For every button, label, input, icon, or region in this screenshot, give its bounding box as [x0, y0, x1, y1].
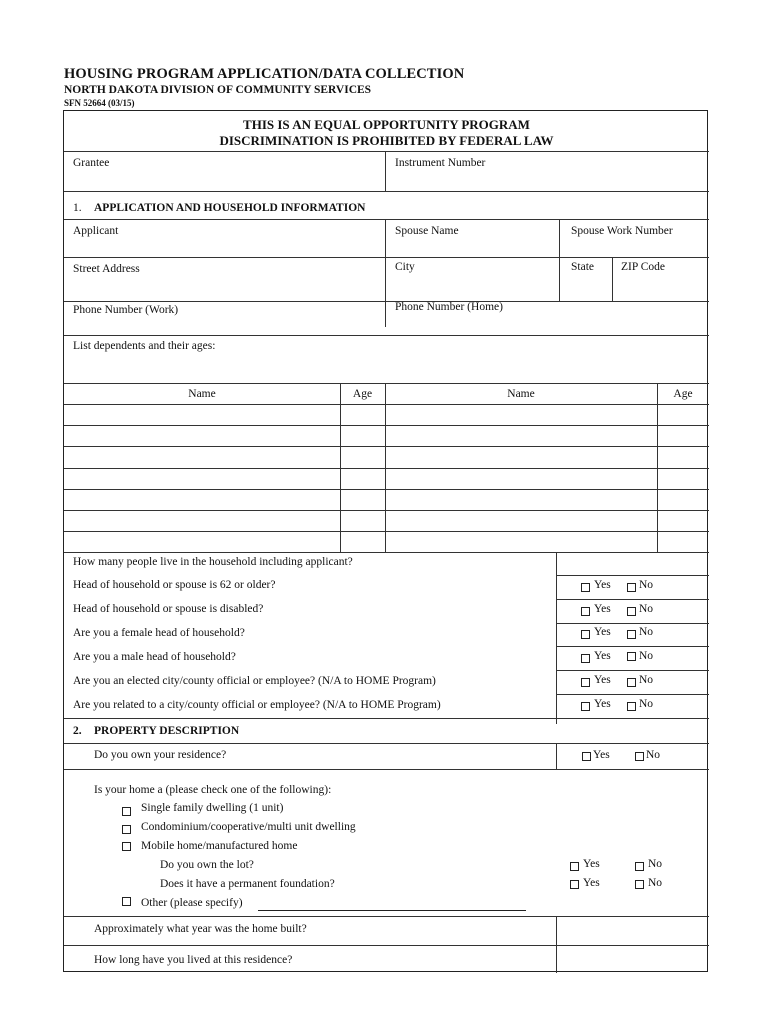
mobile-home-label: Mobile home/manufactured home	[141, 840, 298, 852]
application-form	[63, 110, 708, 972]
no-label: No	[639, 674, 654, 686]
foundation-yes-checkbox[interactable]	[570, 880, 579, 889]
divider	[64, 301, 709, 302]
divider	[64, 335, 709, 336]
own-lot-yes-checkbox[interactable]	[570, 862, 579, 871]
eeo-banner-line1: THIS IS AN EQUAL OPPORTUNITY PROGRAM	[243, 117, 530, 132]
how-long-label: How long have you lived at this residence?	[94, 954, 293, 966]
household-count-label: How many people live in the household including applicant?	[73, 556, 353, 568]
own-residence-yes-checkbox[interactable]	[582, 752, 591, 761]
yes-label: Yes	[594, 698, 611, 710]
elected-official-no-checkbox[interactable]	[627, 678, 636, 687]
question-age-62: Head of household or spouse is 62 or older?	[73, 579, 276, 591]
instrument-number-label: Instrument Number	[395, 157, 486, 169]
condominium-label: Condominium/cooperative/multi unit dwelling	[141, 821, 356, 833]
condominium-checkbox[interactable]	[122, 825, 131, 834]
grantee-label: Grantee	[73, 157, 110, 169]
divider	[64, 151, 709, 152]
divider	[385, 257, 386, 327]
single-family-label: Single family dwelling (1 unit)	[141, 802, 284, 814]
section1-title: APPLICATION AND HOUSEHOLD INFORMATION	[94, 202, 366, 214]
dependents-col-name-2: Name	[507, 388, 535, 400]
own-residence-label: Do you own your residence?	[94, 749, 227, 761]
disabled-no-checkbox[interactable]	[627, 607, 636, 616]
question-disabled: Head of household or spouse is disabled?	[73, 603, 264, 615]
divider	[64, 718, 709, 719]
divider	[556, 575, 709, 576]
foundation-label: Does it have a permanent foundation?	[160, 878, 335, 890]
no-label: No	[639, 650, 654, 662]
yes-label: Yes	[593, 749, 610, 761]
no-label: No	[648, 858, 663, 870]
yes-label: Yes	[583, 877, 600, 889]
dependents-col-age: Age	[352, 388, 373, 400]
other-checkbox[interactable]	[122, 897, 131, 906]
question-female-head: Are you a female head of household?	[73, 627, 245, 639]
form-number: SFN 52664 (03/15)	[64, 98, 135, 108]
no-label: No	[639, 698, 654, 710]
yes-label: Yes	[594, 626, 611, 638]
divider	[64, 383, 709, 384]
dependents-col-name: Name	[188, 388, 216, 400]
zip-code-label: ZIP Code	[621, 261, 665, 273]
phone-work-label: Phone Number (Work)	[73, 304, 179, 316]
divider	[64, 191, 709, 192]
age-62-yes-checkbox[interactable]	[581, 583, 590, 592]
divider	[612, 257, 613, 301]
yes-label: Yes	[594, 603, 611, 615]
eeo-banner-line2: DISCRIMINATION IS PROHIBITED BY FEDERAL LAW	[219, 133, 554, 148]
related-official-no-checkbox[interactable]	[627, 702, 636, 711]
yes-label: Yes	[583, 858, 600, 870]
single-family-checkbox[interactable]	[122, 807, 131, 816]
home-type-label: Is your home a (please check one of the following):	[94, 784, 332, 796]
section1-number: 1.	[73, 202, 82, 214]
male-head-yes-checkbox[interactable]	[581, 654, 590, 663]
question-elected-official: Are you an elected city/county official or employee? (N/A to HOME Program)	[73, 675, 436, 687]
other-label: Other (please specify)	[141, 897, 243, 909]
own-lot-label: Do you own the lot?	[160, 859, 254, 871]
own-residence-no-checkbox[interactable]	[635, 752, 644, 761]
question-male-head: Are you a male head of household?	[73, 651, 236, 663]
divider	[556, 552, 557, 724]
male-head-no-checkbox[interactable]	[627, 652, 636, 661]
no-label: No	[639, 603, 654, 615]
spouse-work-number-label: Spouse Work Number	[571, 225, 673, 237]
form-title: HOUSING PROGRAM APPLICATION/DATA COLLECTION	[64, 66, 465, 82]
year-built-label: Approximately what year was the home built?	[94, 923, 307, 935]
no-label: No	[639, 579, 654, 591]
no-label: No	[639, 626, 654, 638]
yes-label: Yes	[594, 650, 611, 662]
no-label: No	[648, 877, 663, 889]
foundation-no-checkbox[interactable]	[635, 880, 644, 889]
applicant-label: Applicant	[73, 225, 119, 237]
city-label: City	[395, 261, 415, 273]
age-62-no-checkbox[interactable]	[627, 583, 636, 592]
disabled-yes-checkbox[interactable]	[581, 607, 590, 616]
divider	[64, 219, 709, 220]
divider	[385, 151, 386, 191]
dependents-label: List dependents and their ages:	[73, 340, 216, 352]
own-lot-no-checkbox[interactable]	[635, 862, 644, 871]
spouse-name-label: Spouse Name	[395, 225, 459, 237]
divider	[385, 219, 386, 257]
no-label: No	[646, 749, 661, 761]
related-official-yes-checkbox[interactable]	[581, 702, 590, 711]
section2-title: PROPERTY DESCRIPTION	[94, 725, 240, 737]
mobile-home-checkbox[interactable]	[122, 842, 131, 851]
section2-number: 2.	[73, 725, 82, 737]
state-label: State	[571, 261, 594, 273]
phone-home-label: Phone Number (Home)	[395, 301, 503, 313]
yes-label: Yes	[594, 579, 611, 591]
other-specify-line[interactable]	[258, 910, 526, 911]
female-head-yes-checkbox[interactable]	[581, 630, 590, 639]
yes-label: Yes	[594, 674, 611, 686]
dependents-col-age-2: Age	[673, 388, 693, 400]
question-related-official: Are you related to a city/county official or employee? (N/A to HOME Program)	[73, 699, 441, 711]
street-address-label: Street Address	[73, 263, 140, 275]
agency-name: NORTH DAKOTA DIVISION OF COMMUNITY SERVICES	[64, 84, 372, 96]
elected-official-yes-checkbox[interactable]	[581, 678, 590, 687]
female-head-no-checkbox[interactable]	[627, 630, 636, 639]
divider	[559, 219, 560, 301]
